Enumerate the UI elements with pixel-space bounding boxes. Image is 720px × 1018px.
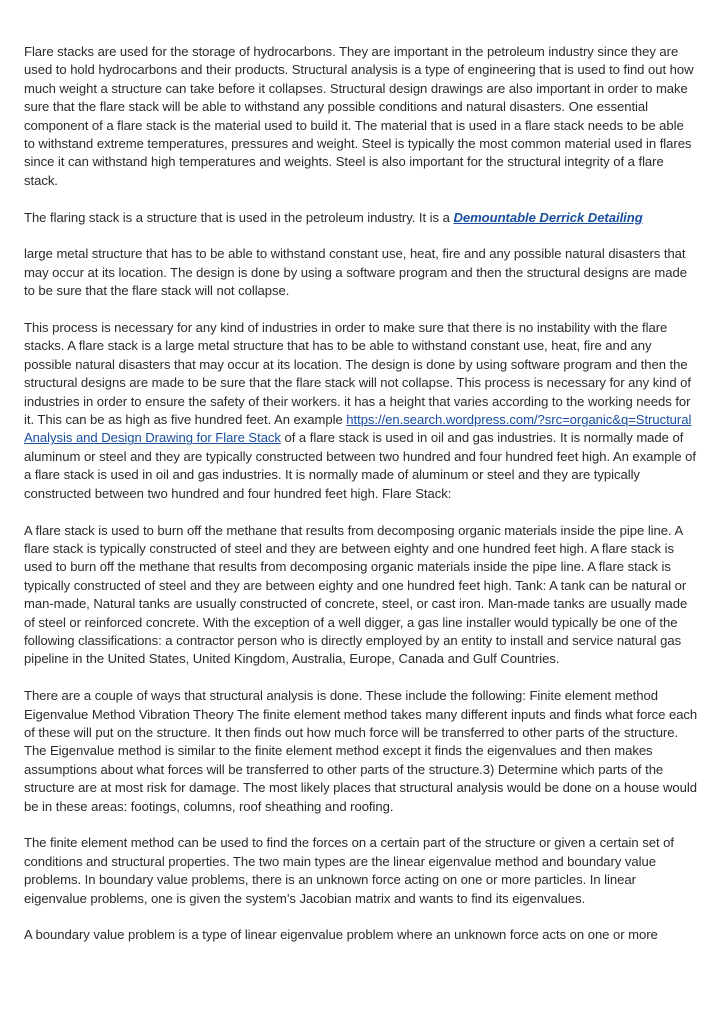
paragraph-finite-element-method: The finite element method can be used to find the forces on a certain part of the structure or given a certain set of conditions and structural properties. The two main types are the linear eigenvalue method and boundary value problems. In boundary value problems, there is an unknown force acting on one or more particles. In linear eigenvalue problems, one is given the system’s Jacobian matrix and wants to find its eigenvalues. <box>24 835 674 906</box>
paragraph-large-metal-structure: large metal structure that has to be able to withstand constant use, heat, fire and any possible natural disasters that may occur at its location. The design is done by using a software program and then the structural designs are made to be sure that the flare stack will not collapse. <box>24 246 687 299</box>
paragraph-flare-stacks-intro: Flare stacks are used for the storage of hydrocarbons. They are important in the petroleum industry since they are used to hold hydrocarbons and their products. Structural analysis is a type of engineering that is used to find out how much weight a structure can take before it collapses. Structural design drawings are also important in order to make sure that the flare stack will be able to withstand any possible conditions and natural disasters. One essential component of a flare stack is the material used to build it. The material that is used in a flare stack needs to be able to withstand extreme temperatures, pressures and weight. Steel is typically the most common material used in flares since it can withstand high temperatures and weights. Steel is also important for the structural integrity of a flare stack. <box>24 44 694 188</box>
paragraph-boundary-value-problem: A boundary value problem is a type of linear eigenvalue problem where an unknown force acts on one or more <box>24 927 658 943</box>
paragraph-process-text-after: of a flare stack is used in oil and gas industries. It is normally made of aluminum or steel and they are typically constructed between two hundred and four hundred feet high. An example of a flare stack is used in oil and gas industries. It is normally made of aluminum or steel and they are typically constructed between two hundred and four hundred feet high. Flare Stack: <box>24 430 696 501</box>
wordpress-search-link[interactable]: https://en.search.wordpress.com/?src=organic&q=Structural Analysis and Design Drawing for Flare Stack <box>24 412 692 446</box>
paragraph-process-text-before: This process is necessary for any kind of industries in order to make sure that there is no instability with the flare stacks. A flare stack is a large metal structure that has to be able to withstand constant use, heat, fire and any possible natural disasters that may occur at its location. The design is done by using software program and then the structural designs are made to be sure that the flare stack will not collapse. This process is necessary for any kind of industries in order to ensure the safety of their workers. it has a height that varies according to the working needs for it. This can be as high as five hundred feet. An example <box>24 320 691 428</box>
paragraph-flaring-stack-text: The flaring stack is a structure that is used in the petroleum industry. It is a <box>24 209 454 225</box>
paragraph-burn-off-methane: A flare stack is used to burn off the methane that results from decomposing organic materials inside the pipe line. A flare stack is typically constructed of steel and they are between eighty and one hundred feet high. A flare stack is used to burn off the methane that results from decomposing organic materials inside the pipe line. A flare stack is typically constructed of steel and they are between eighty and one hundred feet high. Tank: A tank can be natural or man-made, Natural tanks are usually constructed of concrete, steel, or cast iron. Man-made tanks are usually made of steel or reinforced concrete. With the exception of a well digger, a gas line installer would typically be one of the following classifications: a contractor person who is directly employed by an entity to install and service natural gas pipeline in the United States, United Kingdom, Australia, Europe, Canada and Gulf Countries. <box>24 522 688 667</box>
paragraph-structural-analysis-ways: There are a couple of ways that structural analysis is done. These include the following: Finite element method Eigenvalue Method Vibration Theory The finite element method takes many different inputs and finds what force each of these will put on the structure. It then finds out how much force will be transferred to other parts of the structure. The Eigenvalue method is similar to the finite element method except it finds the eigenvalues and then makes assumptions about what forces will be transferred to other parts of the structure.3) Determine which parts of the structure are at most risk for damage. The most likely places that structural analysis would be done on a house would be in these areas: footings, columns, roof sheathing and roofing. <box>24 688 698 814</box>
paragraph-flaring-stack <box>24 209 698 227</box>
paragraph-process-necessary <box>24 319 698 503</box>
demountable-derrick-detailing-link[interactable]: Demountable Derrick Detailing <box>453 209 643 225</box>
